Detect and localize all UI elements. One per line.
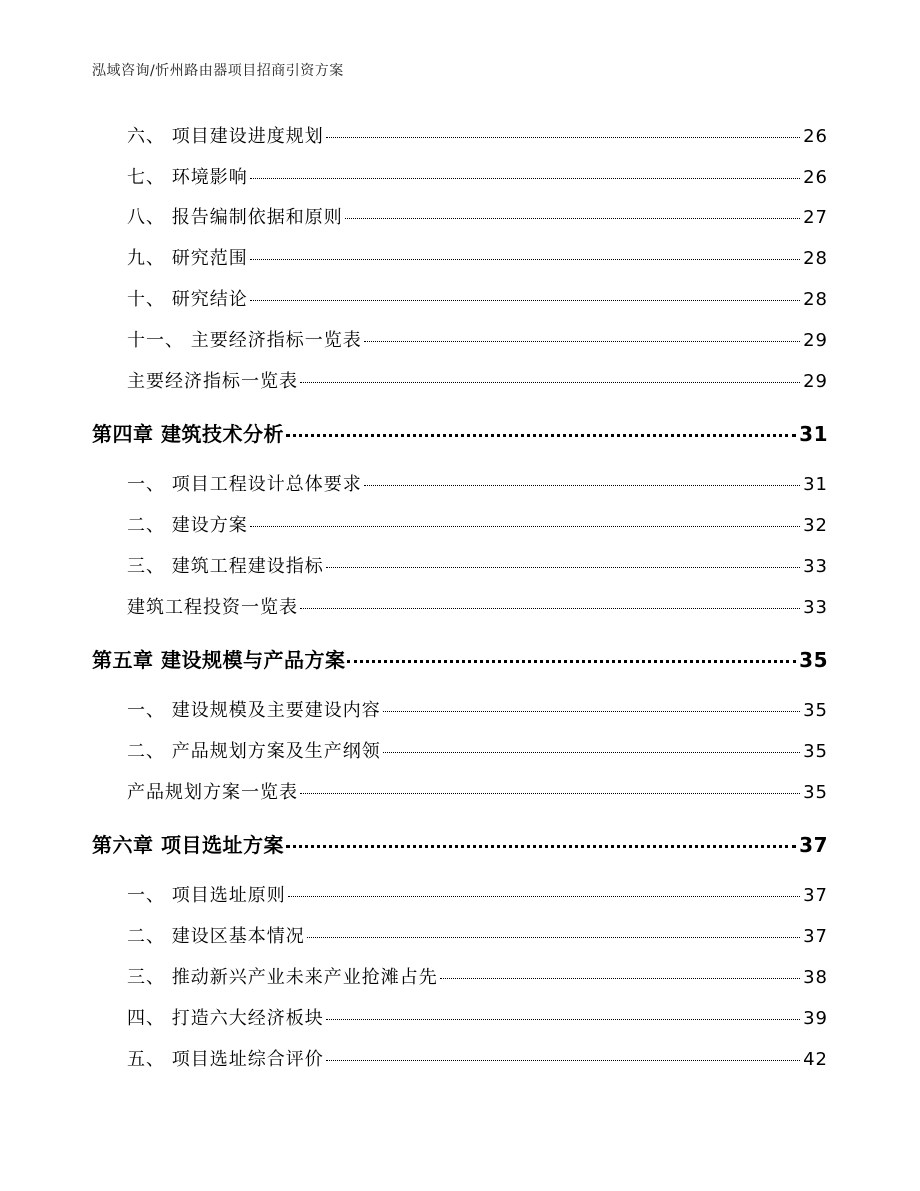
toc-entry[interactable] xyxy=(127,326,828,352)
toc-chapter-title: 第六章 项目选址方案 xyxy=(92,833,284,857)
toc-entry-page: 35 xyxy=(803,782,828,803)
toc-leader-dots xyxy=(364,485,800,486)
toc-leader-dots xyxy=(383,711,800,712)
toc-entry-page: 28 xyxy=(803,248,828,269)
toc-entry[interactable] xyxy=(127,122,828,148)
toc-entry-title: 三、 推动新兴产业未来产业抢滩占先 xyxy=(127,967,438,988)
toc-entry[interactable] xyxy=(127,285,828,311)
toc-leader-dots xyxy=(300,793,800,794)
toc-entry[interactable] xyxy=(127,244,828,270)
toc-entry-page: 31 xyxy=(803,474,828,495)
header-rule xyxy=(92,86,828,87)
toc-leader-dots xyxy=(250,178,800,179)
toc-entry-page: 35 xyxy=(803,700,828,721)
toc-entry-page: 37 xyxy=(803,885,828,906)
toc-chapter-title: 第四章 建筑技术分析 xyxy=(92,422,284,446)
toc-entry-title: 三、 建筑工程建设指标 xyxy=(127,556,324,577)
toc-entry-title: 建筑工程投资一览表 xyxy=(127,597,298,618)
toc-chapter-page: 35 xyxy=(799,648,828,672)
toc-entry[interactable] xyxy=(127,511,828,537)
toc-entry-page: 35 xyxy=(803,741,828,762)
toc-entry-page: 37 xyxy=(803,926,828,947)
toc-leader-dots xyxy=(250,526,800,527)
toc-leader-dots xyxy=(307,937,800,938)
toc-leader-dots xyxy=(345,218,800,219)
toc-leader-dots xyxy=(326,1019,800,1020)
toc-chapter-title: 第五章 建设规模与产品方案 xyxy=(92,648,346,672)
toc-entry[interactable] xyxy=(127,922,828,948)
toc-entry-title: 六、 项目建设进度规划 xyxy=(127,126,324,147)
toc-entry[interactable] xyxy=(127,696,828,722)
toc-entry[interactable] xyxy=(127,1045,828,1071)
toc-entry-page: 28 xyxy=(803,289,828,310)
toc-entry-page: 38 xyxy=(803,967,828,988)
toc-entry-title: 九、 研究范围 xyxy=(127,248,248,269)
toc-entry-page: 33 xyxy=(803,597,828,618)
toc-entry-page: 29 xyxy=(803,371,828,392)
toc-leader-dots xyxy=(440,978,800,979)
toc-entry-title: 七、 环境影响 xyxy=(127,167,248,188)
toc-entry-title: 二、 建设方案 xyxy=(127,515,248,536)
toc-entry-title: 八、 报告编制依据和原则 xyxy=(127,207,343,228)
toc-entry[interactable] xyxy=(127,1004,828,1030)
toc-leader-dots xyxy=(286,434,796,437)
toc-leader-dots xyxy=(326,567,800,568)
toc-leader-dots xyxy=(364,341,800,342)
toc-chapter-page: 37 xyxy=(799,833,828,857)
toc-entry-page: 27 xyxy=(803,207,828,228)
toc-entry[interactable] xyxy=(127,203,828,229)
toc-entry[interactable] xyxy=(127,593,828,619)
toc-chapter-page: 31 xyxy=(799,422,828,446)
toc-chapter[interactable] xyxy=(92,829,828,855)
toc-entry-title: 主要经济指标一览表 xyxy=(127,371,298,392)
toc-entry[interactable] xyxy=(127,470,828,496)
toc-entry[interactable] xyxy=(127,881,828,907)
toc-entry-page: 32 xyxy=(803,515,828,536)
toc-leader-dots xyxy=(286,845,796,848)
toc-entry-title: 产品规划方案一览表 xyxy=(127,782,298,803)
toc-entry-title: 四、 打造六大经济板块 xyxy=(127,1008,324,1029)
toc-entry[interactable] xyxy=(127,963,828,989)
toc-entry-title: 一、 项目选址原则 xyxy=(127,885,286,906)
toc-entry-title: 一、 建设规模及主要建设内容 xyxy=(127,700,381,721)
toc-entry-page: 26 xyxy=(803,167,828,188)
toc-leader-dots xyxy=(250,259,800,260)
toc-entry-title: 五、 项目选址综合评价 xyxy=(127,1049,324,1070)
toc-leader-dots xyxy=(347,660,796,663)
toc-leader-dots xyxy=(288,896,800,897)
toc-entry[interactable] xyxy=(127,163,828,189)
toc-entry[interactable] xyxy=(127,552,828,578)
toc-entry[interactable] xyxy=(127,737,828,763)
toc-leader-dots xyxy=(250,300,800,301)
toc-entry-page: 26 xyxy=(803,126,828,147)
toc-leader-dots xyxy=(326,1060,800,1061)
toc-leader-dots xyxy=(326,137,800,138)
toc-chapter[interactable] xyxy=(92,644,828,670)
page-header: 泓域咨询/忻州路由器项目招商引资方案 xyxy=(92,63,344,79)
toc-entry[interactable] xyxy=(127,778,828,804)
toc-leader-dots xyxy=(300,382,800,383)
toc-entry-page: 39 xyxy=(803,1008,828,1029)
toc-entry-title: 二、 建设区基本情况 xyxy=(127,926,305,947)
toc-entry-page: 29 xyxy=(803,330,828,351)
toc-entry-title: 十一、 主要经济指标一览表 xyxy=(127,330,362,351)
toc-entry-page: 42 xyxy=(803,1049,828,1070)
toc-leader-dots xyxy=(300,608,800,609)
toc-leader-dots xyxy=(383,752,800,753)
toc-entry-title: 一、 项目工程设计总体要求 xyxy=(127,474,362,495)
toc-entry-title: 二、 产品规划方案及生产纲领 xyxy=(127,741,381,762)
toc-entry-title: 十、 研究结论 xyxy=(127,289,248,310)
toc-entry[interactable] xyxy=(127,367,828,393)
toc-entry-page: 33 xyxy=(803,556,828,577)
toc-chapter[interactable] xyxy=(92,418,828,444)
